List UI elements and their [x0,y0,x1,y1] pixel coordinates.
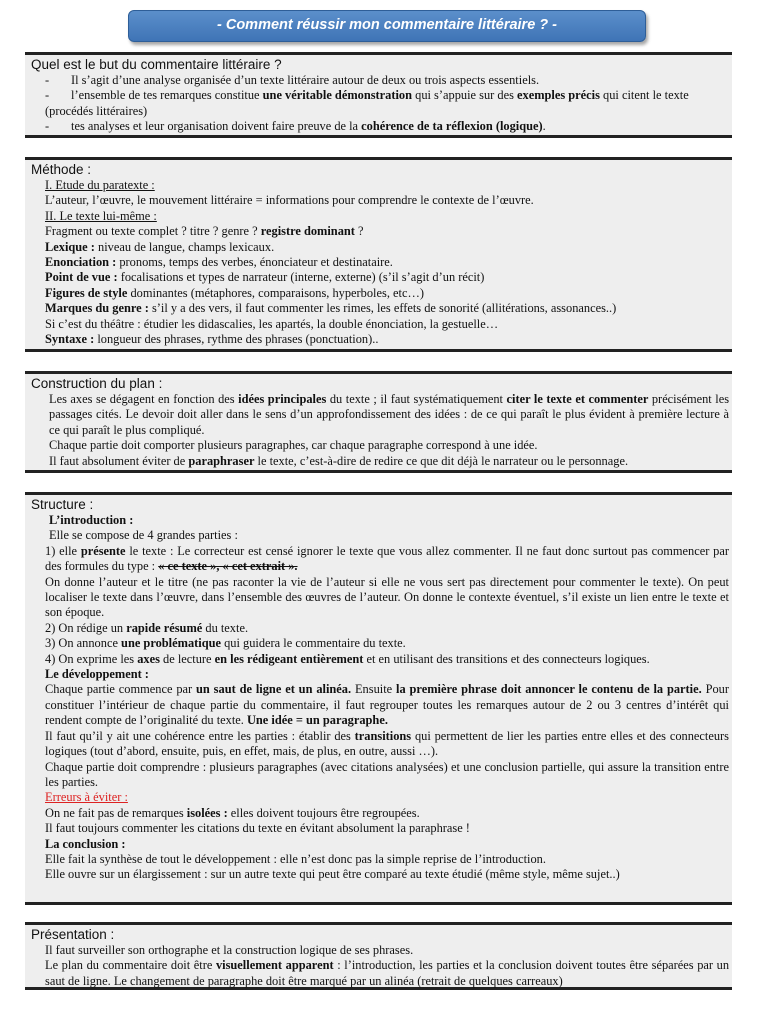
subheading: La conclusion : [45,836,126,851]
list-item: - tes analyses et leur organisation doivent faire preuve de la cohérence de ta réflexion (logique). [45,119,546,134]
section-title: Structure : [31,497,94,512]
section-body: Il faut surveiller son orthographe et la construction logique de ses phrases. Le plan du commentaire doit être visuellement apparent : l’introduction, les parties et la conclusion doivent toutes être séparées par un saut de ligne. Le changement de paragraphe doit être marqué par un alinéa (retrait de quelques carreaux) [45,943,730,988]
subheading-warning: Erreurs à éviter : [45,790,128,805]
section-title: Construction du plan : [31,376,163,391]
section-body: I. Etude du paratexte : L’auteur, l’œuvre, le mouvement littéraire = informations pour comprendre le contexte de l’œuvre. II. Le texte lui-même : Fragment ou texte complet ? titre ? genre ? registre dominant ? Lexique : niveau de langue, champs lexicaux. Enonciation : pronoms, temps des verbes, énonciateur et destinataire. Point de vue : focalisations et types de narrateur (interne, externe) (s’il s’agit d’un récit) Figures de style dominantes (métaphores, comparaisons, hyperboles, etc…) Marques du genre : s’il y a des vers, il faut commenter les rimes, les effets de sonorité (allitérations, assonances..) Si c’est du théâtre : étudier les didascalies, les apartés, la double énonciation, la gestuelle… Syntaxe : longueur des phrases, rythme des phrases (ponctuation).. [25,178,732,347]
section-presentation [25,922,732,990]
subheading: L’introduction : [49,513,134,527]
section-plan [25,371,732,473]
section-body [25,73,732,135]
page-title-banner: - Comment réussir mon commentaire littéraire ? - [128,10,646,42]
section-but [25,52,732,138]
section-title: Présentation : [31,927,115,942]
subheading: I. Etude du paratexte : [45,178,155,192]
subheading: Le développement : [45,667,149,682]
list-item: - Il s’agit d’une analyse organisée d’un texte littéraire autour de deux ou trois aspects essentiels. [45,73,540,87]
section-structure [25,492,732,905]
section-methode [25,157,732,352]
section-title: Méthode : [31,162,92,177]
list-item: - l’ensemble de tes remarques constitue une véritable démonstration qui s’appuie sur des exemples précis qui citent le texte (procédés littéraires) [45,88,689,118]
section-body: Les axes se dégagent en fonction des idées principales du texte ; il faut systématiquement citer le texte et commenter précisément les passages cités. Le devoir doit aller dans le sens d’un approfondissement des idées : de ce qui paraît le plus évident à première lecture à ce qui paraît le plus compliqué. Chaque partie doit comporter plusieurs paragraphes, car chaque paragraphe correspond à une idée. Il faut absolument éviter de paraphraser le texte, c’est-à-dire de redire ce que dit déjà le narrateur ou le personnage. [49,392,730,468]
subheading: II. Le texte lui-même : [45,208,157,223]
section-body: L’introduction : Elle se compose de 4 grandes parties : 1) elle présente le texte : Le correcteur est censé ignorer le texte que vous allez commenter. Il ne faut donc surtout pas commencer par des formules du type : « ce texte », « cet extrait ». On donne l’auteur et le titre (ne pas raconter la vie de l’auteur si elle ne vous sert pas directement pour commenter le texte). On peut localiser le texte dans l’œuvre, dans l’ensemble des œuvres de l’auteur. On donne le contexte éventuel, s’il existe un lien entre le texte et son époque. 2) On rédige un rapide résumé du texte. 3) On annonce une problématique qui guidera le commentaire du texte. 4) On exprime les axes de lecture en les rédigeant entièrement et en utilisant des transitions et des connecteurs logiques. Le développement : Chaque partie commence par un saut de ligne et un alinéa. Ensuite la première phrase doit annoncer le contenu de la partie. Pour constituer l’intérieur de chaque partie du commentaire, il faut regrouper toutes les remarques autour de 2 ou 3 centres d’intérêt qui rendent compte de l’originalité du texte. Une idée = un paragraphe. Il faut qu’il y ait une cohérence entre les parties : établir des transitions qui permettent de lier les parties entre elles et des connecteurs logiques (tout d’abord, ensuite, puis, en effet, mais, de plus, en outre, aussi …). Chaque partie doit comprendre : plusieurs paragraphes (avec citations analysées) et une conclusion partielle, qui assure la transition entre les parties. Erreurs à éviter : On ne fait pas de remarques isolées : elles doivent toujours être regroupées. Il faut toujours commenter les citations du texte en évitant absolument la paraphrase ! La conclusion : Elle fait la synthèse de tout le développement : elle n’est donc pas la simple reprise de l’introduction. Elle ouvre sur un élargissement : sur un autre texte qui peut être comparé au texte étudié (même style, même sujet..) [45,513,729,882]
section-title: Quel est le but du commentaire littéraire ? [31,57,282,72]
